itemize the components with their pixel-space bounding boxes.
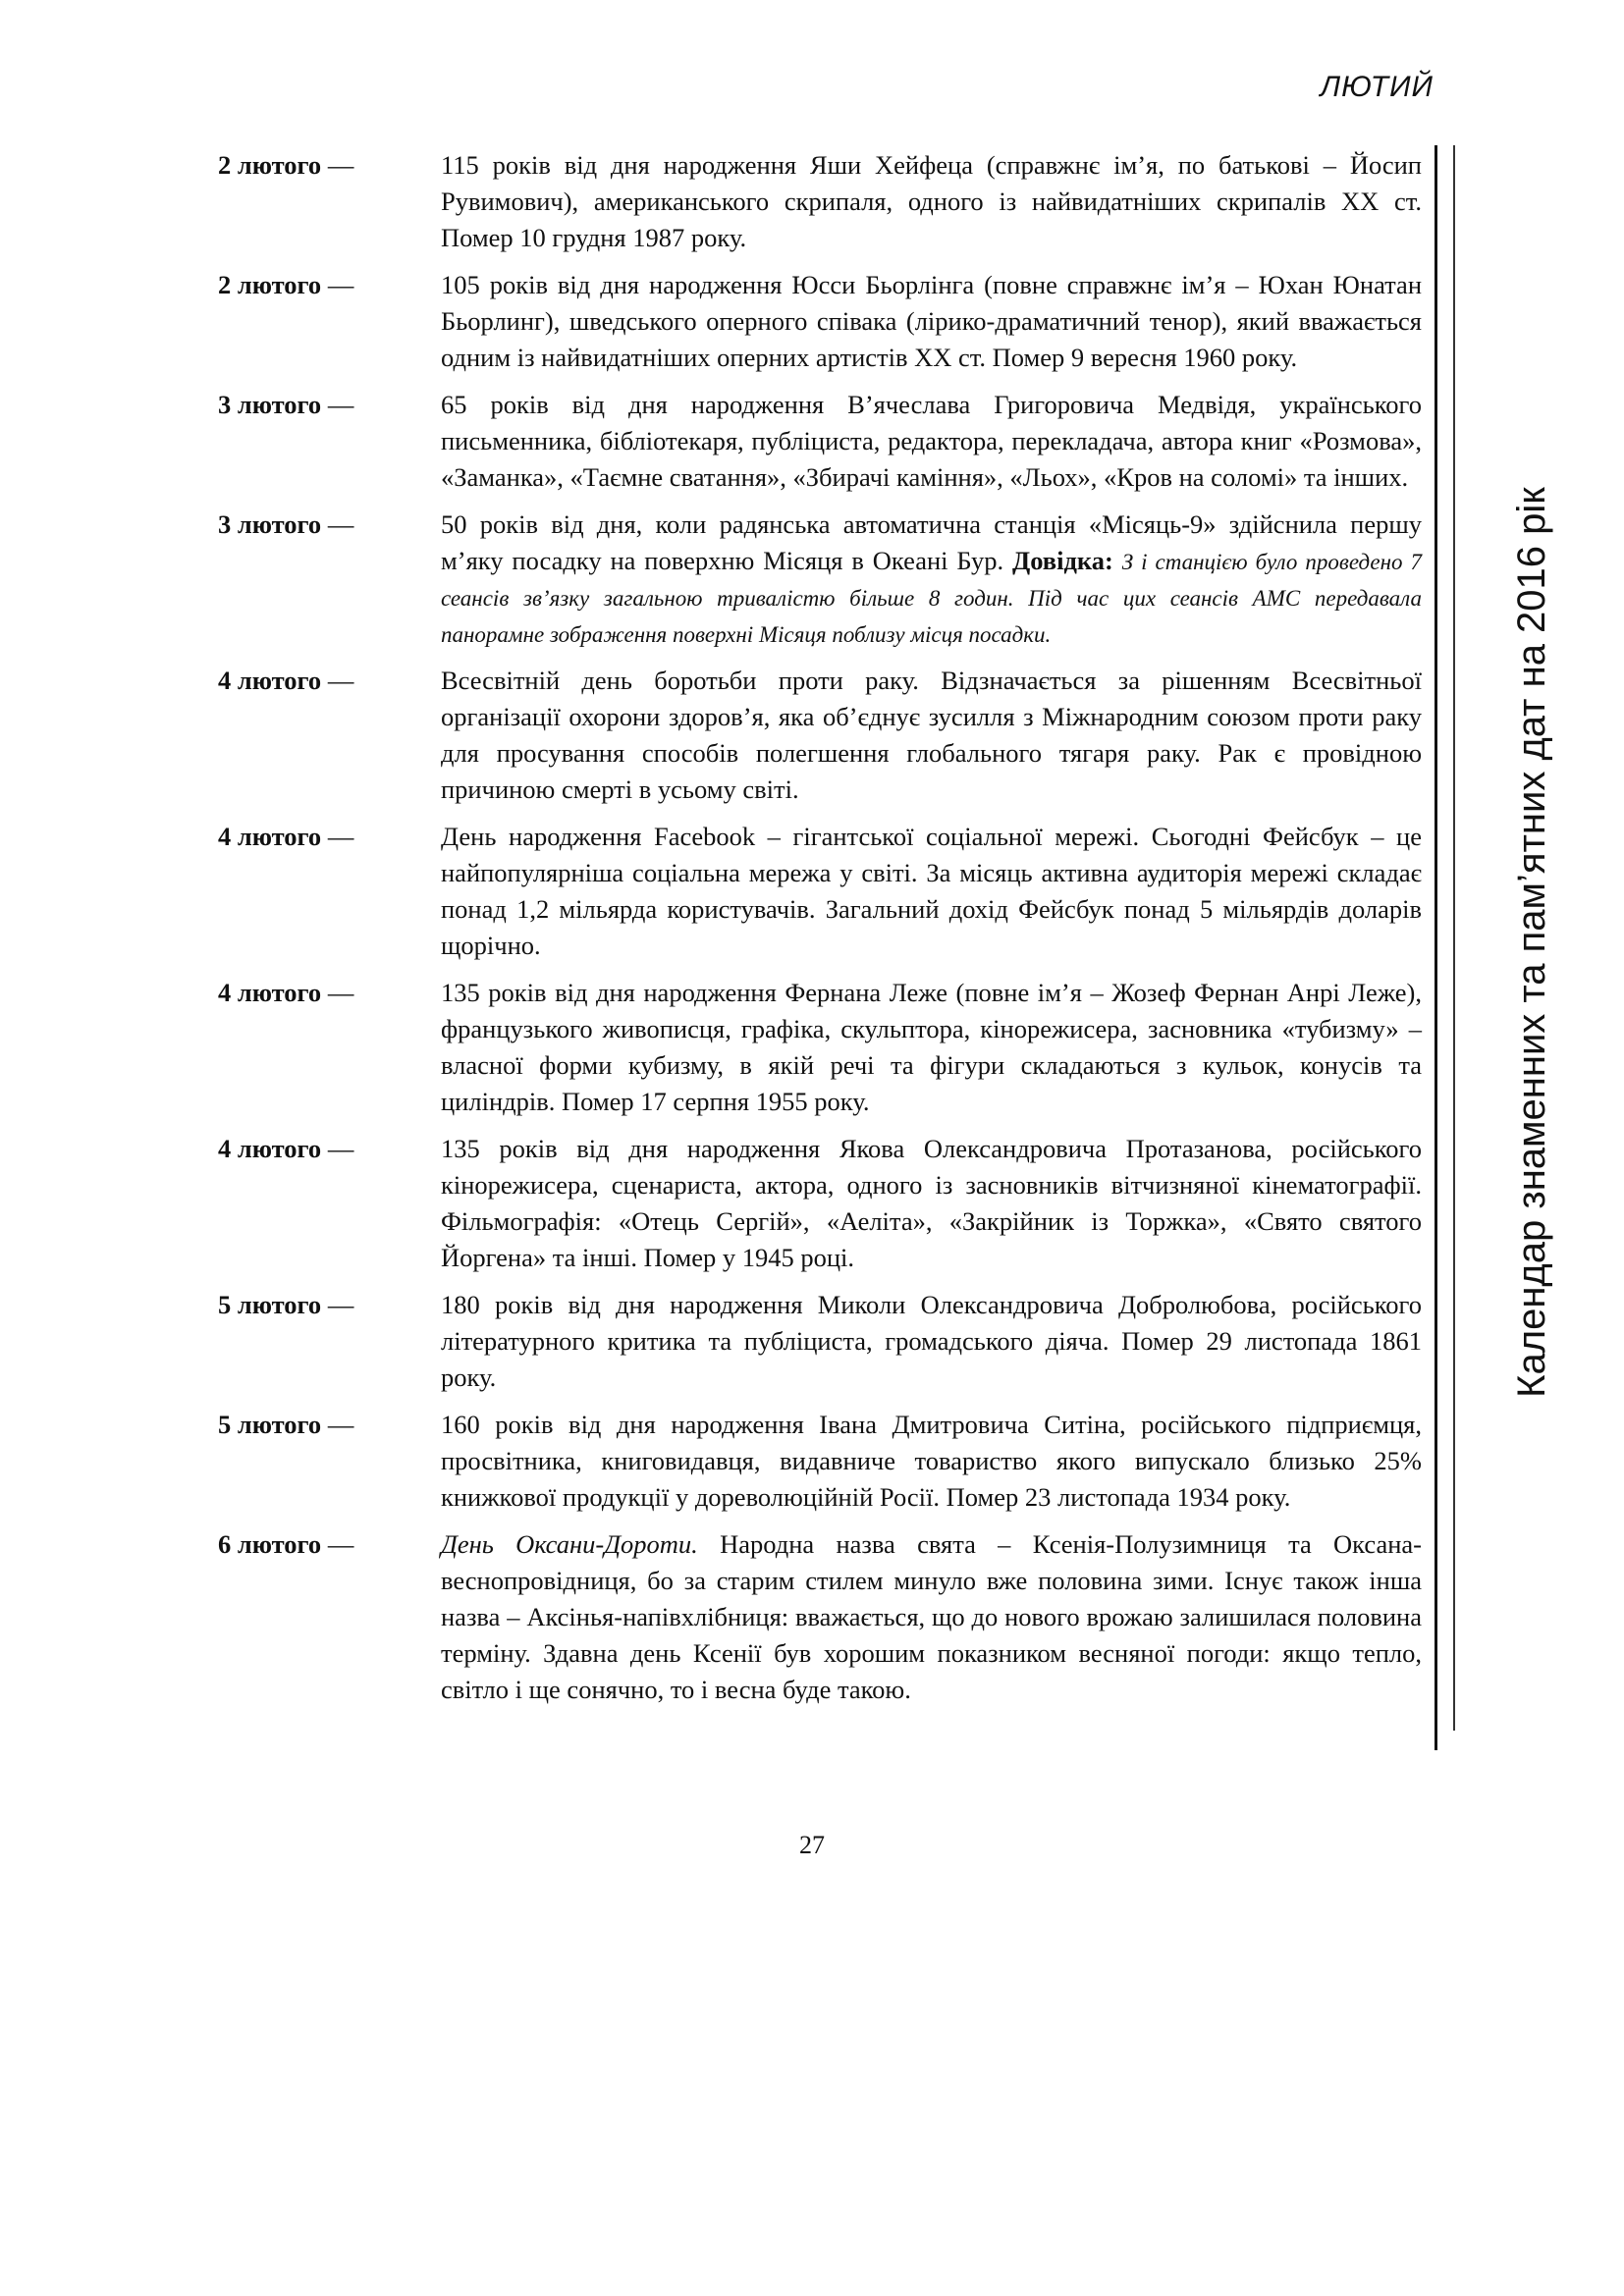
entry-text: 115 років від дня народження Яши Хейфеца (справжнє ім’я, по батькові – Йосип Рувимович), американського скрипаля, одного із найвидатніших скрипалів XX ст. Помер 10 грудня 1987 року. <box>441 150 1422 252</box>
entry-dash: — <box>327 978 354 1007</box>
calendar-entry <box>218 975 1422 1120</box>
entry-text: 180 років від дня народження Миколи Олександровича Добролюбова, російського літературного критика та публіциста, громадського діяча. Помер 29 листопада 1861 року. <box>441 1290 1422 1392</box>
entry-date: 4 лютого <box>218 1134 322 1163</box>
entry-date: 3 лютого <box>218 509 322 539</box>
entry-text: 105 років від дня народження Юсси Бьорлінга (повне справжнє ім’я – Юхан Юнатан Бьорлинг), шведського оперного співака (лірико-драматичний тенор), який вважається одним із найвидатніших оперних артистів XX ст. Помер 9 вересня 1960 року. <box>441 270 1422 372</box>
entry-date: 2 лютого <box>218 270 322 299</box>
entry-text: 65 років від дня народження В’ячеслава Григоровича Медвідя, українського письменника, бібліотекаря, публіциста, редактора, перекладача, автора книг «Розмова», «Заманка», «Таємне сватання», «Збирачі каміння», «Льох», «Кров на соломі» та інших. <box>441 390 1422 492</box>
entry-text: 160 років від дня народження Івана Дмитровича Ситіна, російського підприємця, просвітника, книговидавця, видавниче товариство якого випускало близько 25% книжкової продукції у дореволюційній Росії. Помер 23 листопада 1934 року. <box>441 1410 1422 1512</box>
calendar-entry <box>218 1526 1422 1708</box>
entry-dash: — <box>327 1134 354 1163</box>
calendar-entry <box>218 387 1422 496</box>
calendar-entry <box>218 1407 1422 1516</box>
entry-text: 135 років від дня народження Фернана Леже (повне ім’я – Жозеф Фернан Анрі Леже), французького живописця, графіка, скульптора, кінорежисера, засновника «тубизму» – власної форми кубизму, в якій речі та фігури складаються з кульок, конусів та циліндрів. Помер 17 серпня 1955 року. <box>441 978 1422 1116</box>
calendar-entry <box>218 1287 1422 1396</box>
entry-date: 4 лютого <box>218 978 322 1007</box>
calendar-entry <box>218 1131 1422 1276</box>
entry-dash: — <box>327 666 354 695</box>
entry-text: Всесвітній день боротьби проти раку. Відзначається за рішенням Всесвітньої організації охорони здоров’я, яка об’єднує зусилля з Міжнародним союзом проти раку для просування способів полегшення глобального тягаря раку. Рак є провідною причиною смерті в усьому світі. <box>441 666 1422 804</box>
calendar-entry <box>218 507 1422 652</box>
calendar-entries <box>218 147 1422 1719</box>
entry-date: 4 лютого <box>218 822 322 851</box>
side-title: Календар знаменних та пам’ятних дат на 2016 рік <box>1510 487 1553 1398</box>
entry-date: 5 лютого <box>218 1410 322 1439</box>
entry-dash: — <box>327 390 354 419</box>
entry-text: День народження Facebook – гігантської соціальної мережі. Сьогодні Фейсбук – це найпопулярніша соціальна мережа у світі. За місяць активна аудиторія мережі складає понад 1,2 мільярда користувачів. Загальний дохід Фейсбук понад 5 мільярдів доларів щорічно. <box>441 822 1422 960</box>
entry-dash: — <box>327 270 354 299</box>
calendar-entry <box>218 663 1422 808</box>
entry-dash: — <box>327 1290 354 1319</box>
page-number: 27 <box>799 1831 825 1859</box>
entry-date: 2 лютого <box>218 150 322 180</box>
entry-italic-lead: День Оксани-Дороти. <box>441 1529 698 1559</box>
entry-text: 50 років від дня, коли радянська автоматична станція «Місяць-9» здійснила першу м’яку посадку на поверхню Місяця в Океані Бур. <box>441 509 1422 575</box>
calendar-entry <box>218 147 1422 256</box>
margin-rule-outer <box>1435 145 1437 1750</box>
calendar-entry <box>218 267 1422 376</box>
entry-dash: — <box>327 1529 354 1559</box>
margin-rule-inner <box>1453 145 1455 1731</box>
entry-date: 4 лютого <box>218 666 322 695</box>
entry-dash: — <box>327 150 354 180</box>
entry-text: 135 років від дня народження Якова Олександровича Протазанова, російського кінорежисера, сценариста, актора, одного із засновників вітчизняної кінематографії. Фільмографія: «Отець Сергій», «Аеліта», «Закрійник із Торжка», «Свято святого Йоргена» та інші. Помер у 1945 році. <box>441 1134 1422 1272</box>
note-label: Довідка: <box>1011 546 1113 575</box>
entry-dash: — <box>327 509 354 539</box>
entry-dash: — <box>327 822 354 851</box>
running-header-month: ЛЮТИЙ <box>1320 71 1434 103</box>
entry-dash: — <box>327 1410 354 1439</box>
entry-note: З і станцією було проведено 7 сеансів зв’язку загальною тривалістю більше 8 годин. Під час цих сеансів АМС передавала панорамне зображення поверхні Місяця поблизу місця посадки. <box>441 550 1423 647</box>
entry-date: 5 лютого <box>218 1290 322 1319</box>
calendar-entry <box>218 819 1422 964</box>
entry-date: 6 лютого <box>218 1529 322 1559</box>
entry-date: 3 лютого <box>218 390 322 419</box>
entry-text: Народна назва свята – Ксенія-Полузимниця та Оксана-веснопровідниця, бо за старим стилем минуло вже половина зими. Існує також інша назва – Аксінья-напівхлібниця: вважається, що до нового врожаю залишилася половина терміну. Здавна день Ксенії був хорошим показником весняної погоди: якщо тепло, світло і ще сонячно, то і весна буде такою. <box>441 1529 1422 1704</box>
